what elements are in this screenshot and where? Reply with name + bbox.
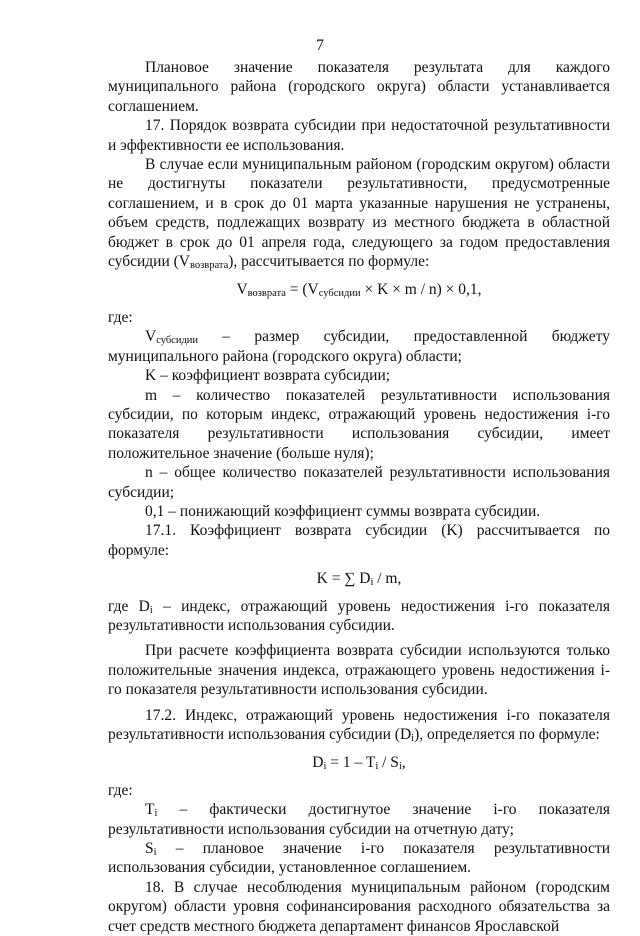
def-di-lead: где D	[108, 597, 150, 615]
formula-k-sub: i	[370, 577, 374, 589]
p17-2-end: ), определяется по формуле:	[414, 726, 600, 743]
formula-return-volume	[108, 280, 610, 299]
def-v-text: – размер субсидии, предоставленной бюджету муниципального района (городского округа) области;	[108, 328, 610, 365]
definition-m: m – количество показателей результативности использования субсидии, по которым индекс, отражающий уровень недостижения i-го показателя результативности использования субсидии, имеет положительное значение (больше нуля);	[108, 386, 610, 462]
definition-di	[108, 597, 610, 636]
paragraph-return-conditions	[108, 155, 610, 271]
formula-eq-open: = (V	[285, 281, 319, 299]
formula-k-lhs: K = ∑ D	[316, 570, 371, 588]
definition-coefficient-01: 0,1 – понижающий коэффициент суммы возврата субсидии.	[145, 502, 541, 520]
subscript-return: возврата	[190, 260, 229, 272]
def-t-symbol: T	[145, 801, 155, 819]
paragraph-17-heading: 17. Порядок возврата субсидии при недостаточной результативности и эффективности ее использования.	[108, 117, 610, 154]
def-s-sub: i	[153, 847, 157, 859]
def-s-text: – плановое значение i-го показателя результативности использования субсидии, установленное соглашением.	[108, 840, 610, 877]
p17-2-sub: i	[411, 733, 415, 744]
return-conditions-end: ), рассчитывается по формуле:	[228, 253, 430, 271]
formula-di-sub-d: i	[323, 761, 327, 773]
page-number: 7	[316, 37, 324, 54]
def-t-sub: i	[154, 808, 158, 820]
p17-2-text: 17.2. Индекс, отражающий уровень недостижения i-го показателя результативности использования субсидии (D	[108, 706, 610, 743]
formula-di-d: D	[312, 754, 324, 772]
formula-rest: × K × m / n) × 0,1,	[360, 281, 482, 299]
paragraph-positive-values: При расчете коэффициента возврата субсидии используются только положительные значения индекса, отражающего уровень недостижения i-го показателя результативности использования субсидии.	[108, 642, 610, 699]
document-body	[108, 58, 610, 936]
definition-n: n – общее количество показателей результативности использования субсидии;	[108, 464, 610, 501]
formula-di-mid: = 1 – T	[326, 754, 376, 772]
formula-v-symbol: V	[236, 281, 248, 299]
def-v-symbol: V	[145, 328, 157, 346]
where-label-1: где:	[108, 308, 133, 326]
return-conditions-text: В случае если муниципальным районом (городским округом) области не достигнуты показатели результативности, предусмотренные соглашением, и в срок до 01 марта указанные нарушения не устранены, объем средств, подлежащих возврату из местного бюджета в областной бюджет в срок до 01 апреля года, следующего за годом предоставления субсидии (V	[108, 156, 610, 271]
def-di-text: – индекс, отражающий уровень недостижения i-го показателя результативности использования субсидии.	[108, 597, 610, 634]
formula-sub-subsidy: субсидии	[318, 288, 361, 300]
paragraph-plan-value: Плановое значение показателя результата для каждого муниципального района (городского округа) области устанавливается соглашением.	[108, 59, 610, 115]
definition-k: K – коэффициент возврата субсидии;	[145, 367, 391, 385]
formula-di-slash: / S	[378, 754, 399, 772]
where-label-2: где:	[108, 781, 133, 799]
formula-di-end: ,	[401, 754, 406, 772]
paragraph-17-1: 17.1. Коэффициент возврата субсидии (K) рассчитывается по формуле:	[108, 522, 610, 559]
formula-di-sub-s: i	[398, 761, 402, 773]
formula-di-sub-t: i	[375, 761, 379, 773]
definition-t	[108, 800, 610, 839]
definition-v-subsidy	[108, 327, 610, 366]
paragraph-18: 18. В случае несоблюдения муниципальным районом (городским округом) области уровня софинансирования расходного обязательства за счет средств местного бюджета департамент финансов Ярославской	[108, 878, 610, 935]
def-t-text: – фактически достигнутое значение i-го показателя результативности использования субсидии на отчетную дату;	[108, 801, 610, 838]
formula-di	[108, 753, 610, 772]
formula-sub-return: возврата	[247, 288, 286, 300]
definition-s	[108, 839, 610, 878]
def-v-subscript: субсидии	[156, 335, 199, 347]
def-di-sub: i	[149, 604, 153, 616]
formula-k-rhs: / m,	[373, 570, 402, 588]
def-s-symbol: S	[145, 840, 154, 858]
paragraph-17-2	[108, 706, 610, 745]
formula-k	[108, 569, 610, 588]
